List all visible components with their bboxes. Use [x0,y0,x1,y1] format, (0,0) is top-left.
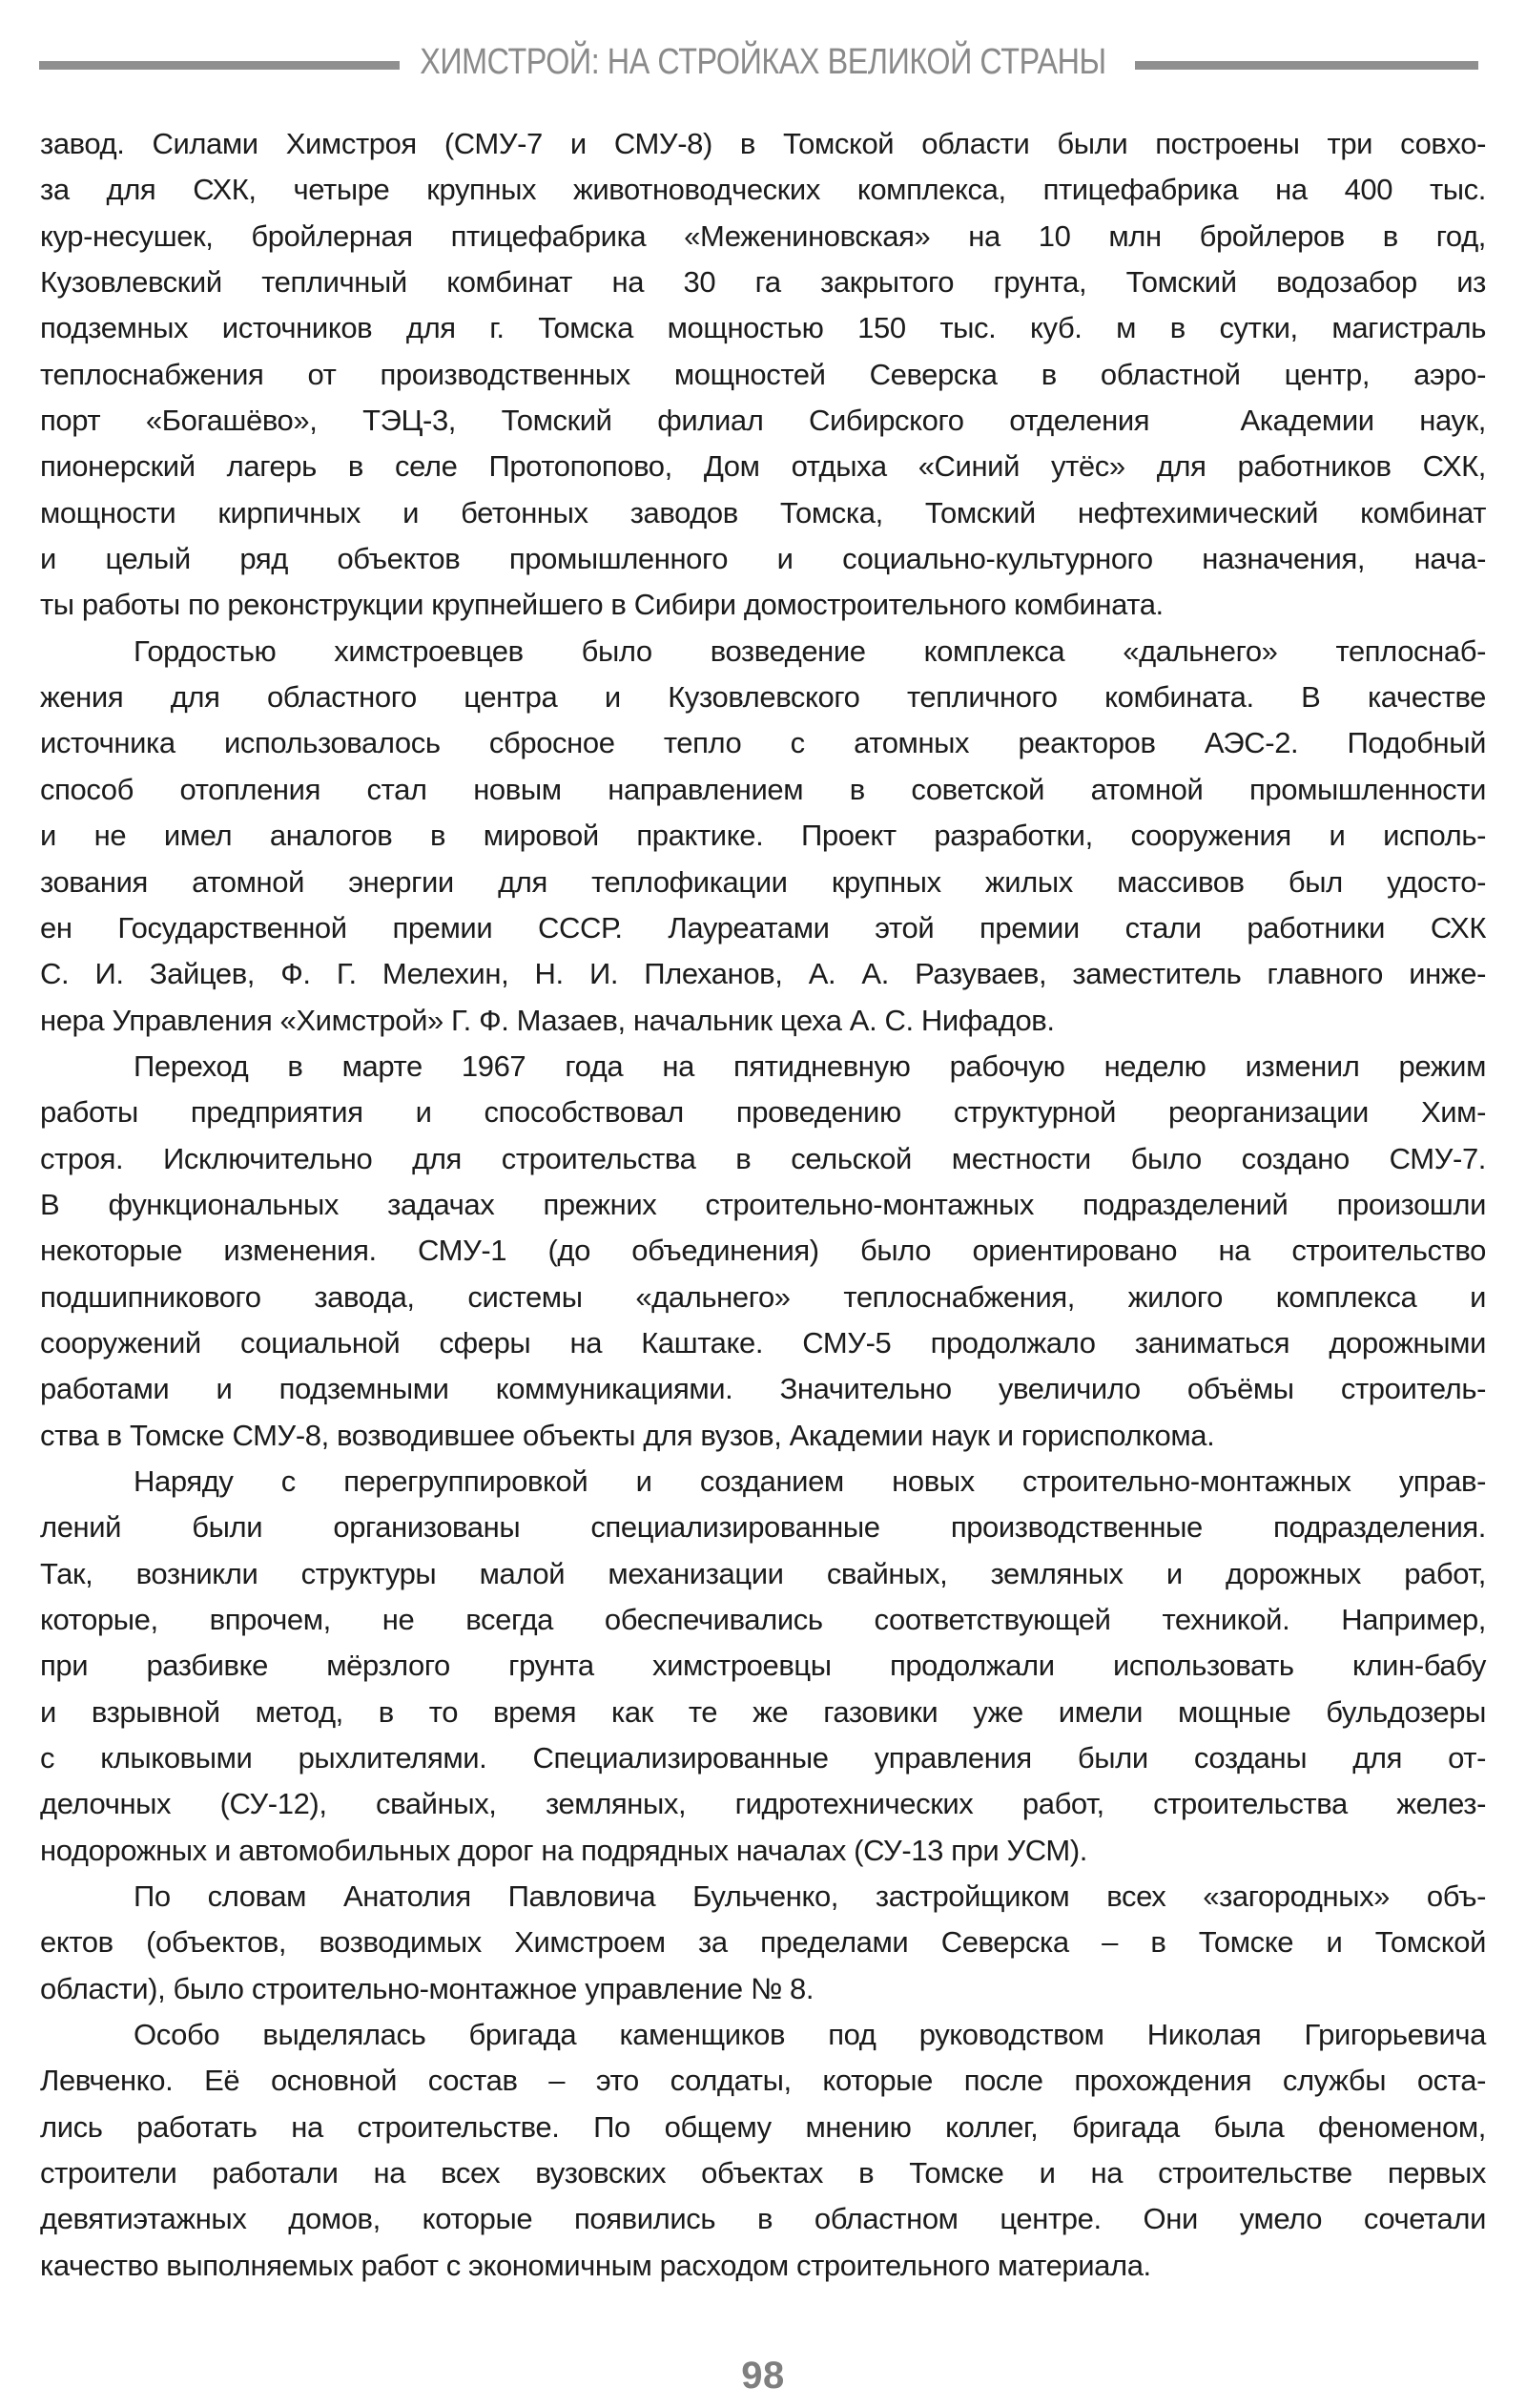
text-line: нера Управления «Химстрой» Г. Ф. Мазаев, начальник цеха А. С. Нифадов. [40,1003,1055,1037]
text-line: нодорожных и автомобильных дорог на подрядных началах (СУ-13 при УСМ). [40,1833,1087,1867]
paragraph [40,2012,1486,2289]
text-line: за для СХК, четыре крупных животноводческих комплекса, птицефабрика на 400 тыс. [40,173,1486,207]
text-line: сооружений социальной сферы на Каштаке. СМУ-5 продолжало заниматься дорожными [40,1325,1486,1360]
text-line: подшипникового завода, системы «дальнего» теплоснабжения, жилого комплекса и [40,1279,1486,1314]
text-line: с клыковыми рыхлителями. Специализированные управления были созданы для от- [40,1741,1486,1775]
text-line: девятиэтажных домов, которые появились в областном центре. Они умело сочетали [40,2202,1486,2236]
text-line: Так, возникли структуры малой механизации свайных, земляных и дорожных работ, [40,1556,1486,1590]
paragraph [40,1044,1486,1459]
page-number: 98 [741,2355,785,2397]
running-title: ХИМСТРОЙ: НА СТРОЙКАХ ВЕЛИКОЙ СТРАНЫ [420,42,1106,82]
text-line: некоторые изменения. СМУ-1 (до объединения) было ориентировано на строительство [40,1234,1486,1268]
text-line: мощности кирпичных и бетонных заводов Томска, Томский нефтехимический комбинат [40,495,1486,529]
text-line: делочных (СУ-12), свайных, земляных, гидротехнических работ, строительства желез- [40,1787,1486,1821]
text-line: ектов (объектов, возводимых Химстроем за пределами Северска – в Томске и Томской [40,1925,1486,1960]
text-line: Гордостью химстроевцев было возведение комплекса «дальнего» теплоснаб- [134,633,1486,668]
page-body [40,121,1486,2289]
text-line: порт «Богашёво», ТЭЦ-3, Томский филиал Сибирского отделения Академии наук, [40,404,1486,438]
text-line: и целый ряд объектов промышленного и социально-культурного назначения, нача- [40,542,1486,576]
paragraph [40,629,1486,1044]
text-line: теплоснабжения от производственных мощностей Северска в областной центр, аэро- [40,357,1486,391]
text-line: и не имел аналогов в мировой практике. Проект разработки, сооружения и исполь- [40,819,1486,853]
text-line: источника использовалось сбросное тепло с атомных реакторов АЭС-2. Подобный [40,726,1486,760]
text-line: По словам Анатолия Павловича Бульченко, застройщиком всех «загородных» объ- [134,1879,1486,1914]
paragraph [40,1459,1486,1874]
text-line: и взрывной метод, в то время как те же газовики уже имели мощные бульдозеры [40,1694,1486,1729]
text-line: Левченко. Её основной состав – это солдаты, которые после прохождения службы оста- [40,2064,1486,2098]
text-line: С. И. Зайцев, Ф. Г. Мелехин, Н. И. Плеханов, А. А. Разуваев, заместитель главного инже- [40,957,1486,991]
text-line: лений были организованы специализированные производственные подразделения. [40,1510,1486,1545]
text-line: работами и подземными коммуникациями. Значительно увеличило объёмы строитель- [40,1372,1486,1406]
text-line: при разбивке мёрзлого грунта химстроевцы продолжали использовать клин-бабу [40,1649,1486,1683]
text-line: подземных источников для г. Томска мощностью 150 тыс. куб. м в сутки, магистраль [40,311,1486,345]
text-line: лись работать на строительстве. По общему мнению коллег, бригада была феноменом, [40,2109,1486,2144]
header-rule-right [1135,61,1478,70]
page-header [0,0,1526,105]
text-line: ен Государственной премии СССР. Лауреатами этой премии стали работники СХК [40,910,1486,945]
text-line: Наряду с перегруппировкой и созданием новых строительно-монтажных управ- [134,1463,1486,1498]
text-line: Кузовлевский тепличный комбинат на 30 га закрытого грунта, Томский водозабор из [40,265,1486,300]
text-line: ты работы по реконструкции крупнейшего в Сибири домостроительного комбината. [40,588,1164,622]
text-line: качество выполняемых работ с экономичным расходом строительного материала. [40,2248,1151,2282]
text-line: строители работали на всех вузовских объектах в Томске и на строительстве первых [40,2156,1486,2190]
text-line: ства в Томске СМУ-8, возводившее объекты для вузов, Академии наук и горисполкома. [40,1418,1215,1452]
text-line: жения для областного центра и Кузовлевского тепличного комбината. В качестве [40,680,1486,715]
paragraph [40,1874,1486,2012]
text-line: которые, впрочем, не всегда обеспечивались соответствующей техникой. Например, [40,1603,1486,1636]
text-line: В функциональных задачах прежних строительно-монтажных подразделений произошли [40,1187,1486,1221]
text-line: способ отопления стал новым направлением в советской атомной промышленности [40,772,1486,806]
header-rule-left [39,61,400,70]
text-line: Переход в марте 1967 года на пятидневную рабочую неделю изменил режим [134,1048,1486,1083]
text-line: зования атомной энергии для теплофикации крупных жилых массивов был удосто- [40,864,1486,899]
text-line: завод. Силами Химстроя (СМУ-7 и СМУ-8) в Томской области были построены три совхо- [40,127,1486,160]
text-line: Особо выделялась бригада каменщиков под руководством Николая Григорьевича [134,2018,1486,2052]
paragraph [40,121,1486,629]
text-line: работы предприятия и способствовал проведению структурной реорганизации Хим- [40,1095,1486,1130]
text-line: области), было строительно-монтажное управление № 8. [40,1971,815,2005]
text-line: строя. Исключительно для строительства в сельской местности было создано СМУ-7. [40,1141,1486,1175]
text-line: пионерский лагерь в селе Протопопово, Дом отдыха «Синий утёс» для работников СХК, [40,449,1486,484]
text-line: кур-несушек, бройлерная птицефабрика «Межениновская» на 10 млн бройлеров в год, [40,218,1486,253]
